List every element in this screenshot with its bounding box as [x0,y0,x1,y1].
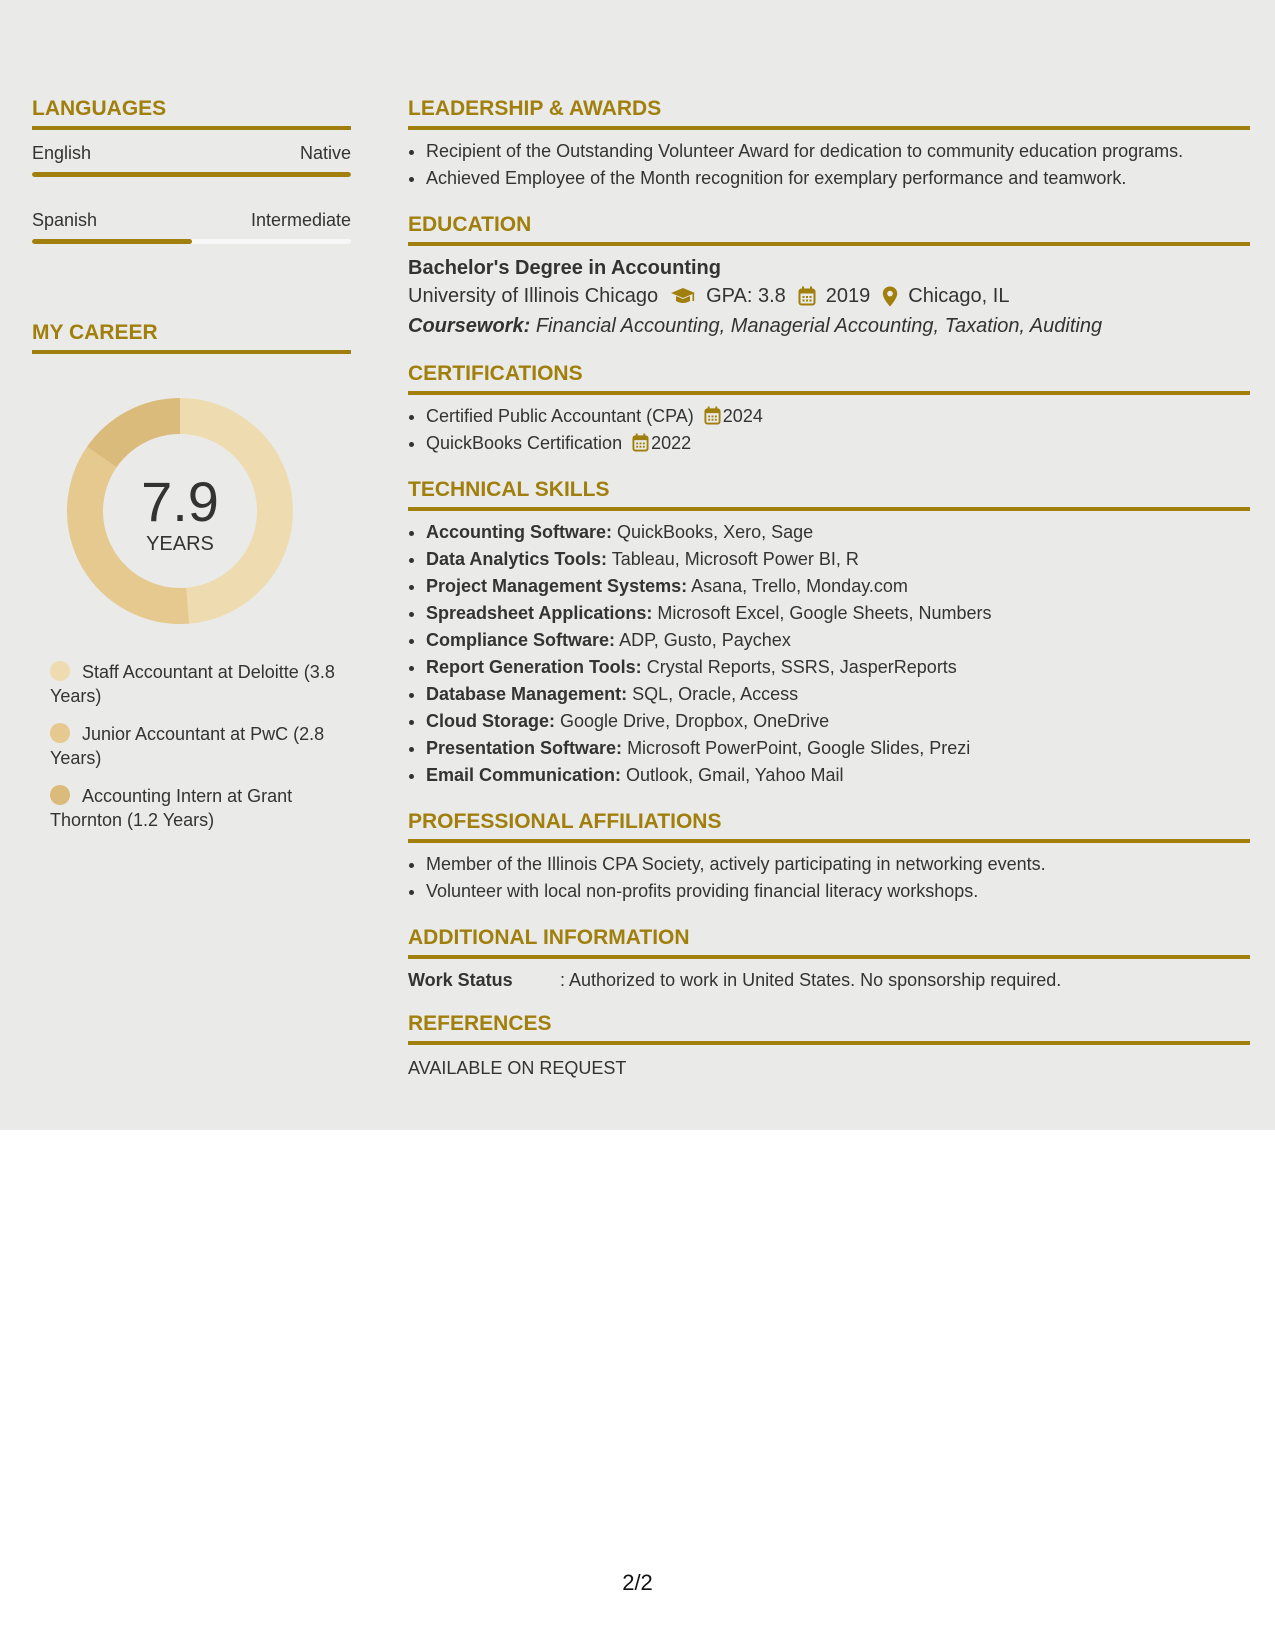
legend-label: Staff Accountant at Deloitte (3.8 Years) [50,662,335,706]
donut-center [67,398,293,624]
language-item [32,209,351,244]
certification-year: 2022 [651,433,692,453]
page-number: 2/2 [622,1570,653,1595]
language-name: Spanish [32,210,98,230]
skills-section [408,477,1250,789]
skill-category: Data Analytics Tools: [426,549,608,569]
leadership-item: • Recipient of the Outstanding Volunteer Award for dedication to community education programs. [426,138,1250,165]
skill-item [426,627,1250,654]
location-pin-icon [882,286,898,307]
certifications-section [408,361,1250,457]
language-item [32,142,351,177]
references-section [408,1011,1250,1079]
certification-item [426,403,1250,430]
skill-item [426,519,1250,546]
legend-label: Accounting Intern at Grant Thornton (1.2 Years) [50,786,293,830]
education-school: University of Illinois Chicago [408,285,659,307]
additional-section [408,925,1250,991]
education-details [408,281,1250,311]
education-degree: Bachelor's Degree in Accounting [408,257,721,279]
skills-title: TECHNICAL SKILLS [408,477,1250,511]
skill-category: Cloud Storage: [426,711,555,731]
skill-item [426,654,1250,681]
language-level: Intermediate [250,210,351,230]
skill-values: Microsoft PowerPoint, Google Slides, Prezi [627,738,971,758]
legend-item [50,660,351,708]
skill-category: Project Management Systems: [426,576,688,596]
references-title: REFERENCES [408,1011,1250,1045]
skill-values: QuickBooks, Xero, Sage [617,522,814,542]
skill-values: Crystal Reports, SSRS, JasperReports [646,657,957,677]
work-status-label: Work Status [408,970,513,990]
skills-list [408,519,1250,789]
skill-category: Accounting Software: [426,522,613,542]
education-section [408,212,1250,341]
coursework-label: Coursework: [408,315,531,337]
leadership-title: LEADERSHIP & AWARDS [408,96,1250,130]
certification-year: 2024 [722,406,763,426]
additional-title: ADDITIONAL INFORMATION [408,925,1250,959]
calendar-icon [632,433,649,452]
certification-name: Certified Public Accountant (CPA) [426,406,694,426]
skill-category: Spreadsheet Applications: [426,603,653,623]
skill-category: Database Management: [426,684,628,704]
skill-category: Report Generation Tools: [426,657,642,677]
certifications-title: CERTIFICATIONS [408,361,1250,395]
affiliations-section [408,809,1250,905]
career-unit: YEARS [146,533,214,555]
legend-label: Junior Accountant at PwC (2.8 Years) [50,724,325,768]
skill-item [426,735,1250,762]
education-year: 2019 [825,285,871,307]
skill-item [426,546,1250,573]
skill-values: Microsoft Excel, Google Sheets, Numbers [657,603,992,623]
language-level: Native [299,143,351,163]
skill-item [426,681,1250,708]
skill-item [426,573,1250,600]
coursework-list: Financial Accounting, Managerial Accounting, Taxation, Auditing [535,315,1103,337]
education-location: Chicago, IL [908,285,1010,307]
graduation-cap-icon [670,286,696,306]
calendar-icon [704,406,721,425]
left-column [32,96,351,846]
skill-values: SQL, Oracle, Access [632,684,799,704]
career-donut [67,398,293,624]
language-bar-fill [32,239,192,244]
skill-item [426,600,1250,627]
work-status [408,969,1250,991]
certification-name: QuickBooks Certification [426,433,623,453]
career-title: MY CAREER [32,320,351,354]
skill-values: ADP, Gusto, Paychex [619,630,791,650]
work-status-value: : Authorized to work in United States. No sponsorship required. [560,970,1062,990]
career-legend [50,660,351,832]
certification-item [426,430,1250,457]
language-bar-fill [32,172,351,177]
skill-values: Asana, Trello, Monday.com [691,576,908,596]
language-bar [32,239,351,244]
leadership-item: • Achieved Employee of the Month recognition for exemplary performance and teamwork. [426,165,1250,192]
skill-values: Tableau, Microsoft Power BI, R [611,549,859,569]
career-section [32,320,351,832]
legend-item [50,722,351,770]
calendar-icon [798,286,816,306]
skill-category: Email Communication: [426,765,622,785]
language-name: English [32,143,92,163]
skill-item [426,708,1250,735]
languages-title: LANGUAGES [32,96,351,130]
language-bar [32,172,351,177]
legend-item [50,784,351,832]
affiliation-item: • Volunteer with local non-profits providing financial literacy workshops. [426,878,1250,905]
education-coursework [408,311,1250,341]
career-total: 7.9 [141,470,219,533]
skill-category: Compliance Software: [426,630,616,650]
legend-dot [50,661,70,681]
education-title: EDUCATION [408,212,1250,246]
skill-category: Presentation Software: [426,738,623,758]
education-gpa: GPA: 3.8 [706,285,786,307]
legend-dot [50,723,70,743]
skill-values: Google Drive, Dropbox, OneDrive [560,711,830,731]
right-column [408,96,1250,1079]
references-text: AVAILABLE ON REQUEST [408,1058,627,1078]
legend-dot [50,785,70,805]
leadership-section [408,96,1250,192]
skill-item [426,762,1250,789]
skill-values: Outlook, Gmail, Yahoo Mail [626,765,844,785]
affiliations-title: PROFESSIONAL AFFILIATIONS [408,809,1250,843]
affiliation-item: • Member of the Illinois CPA Society, actively participating in networking events. [426,851,1250,878]
